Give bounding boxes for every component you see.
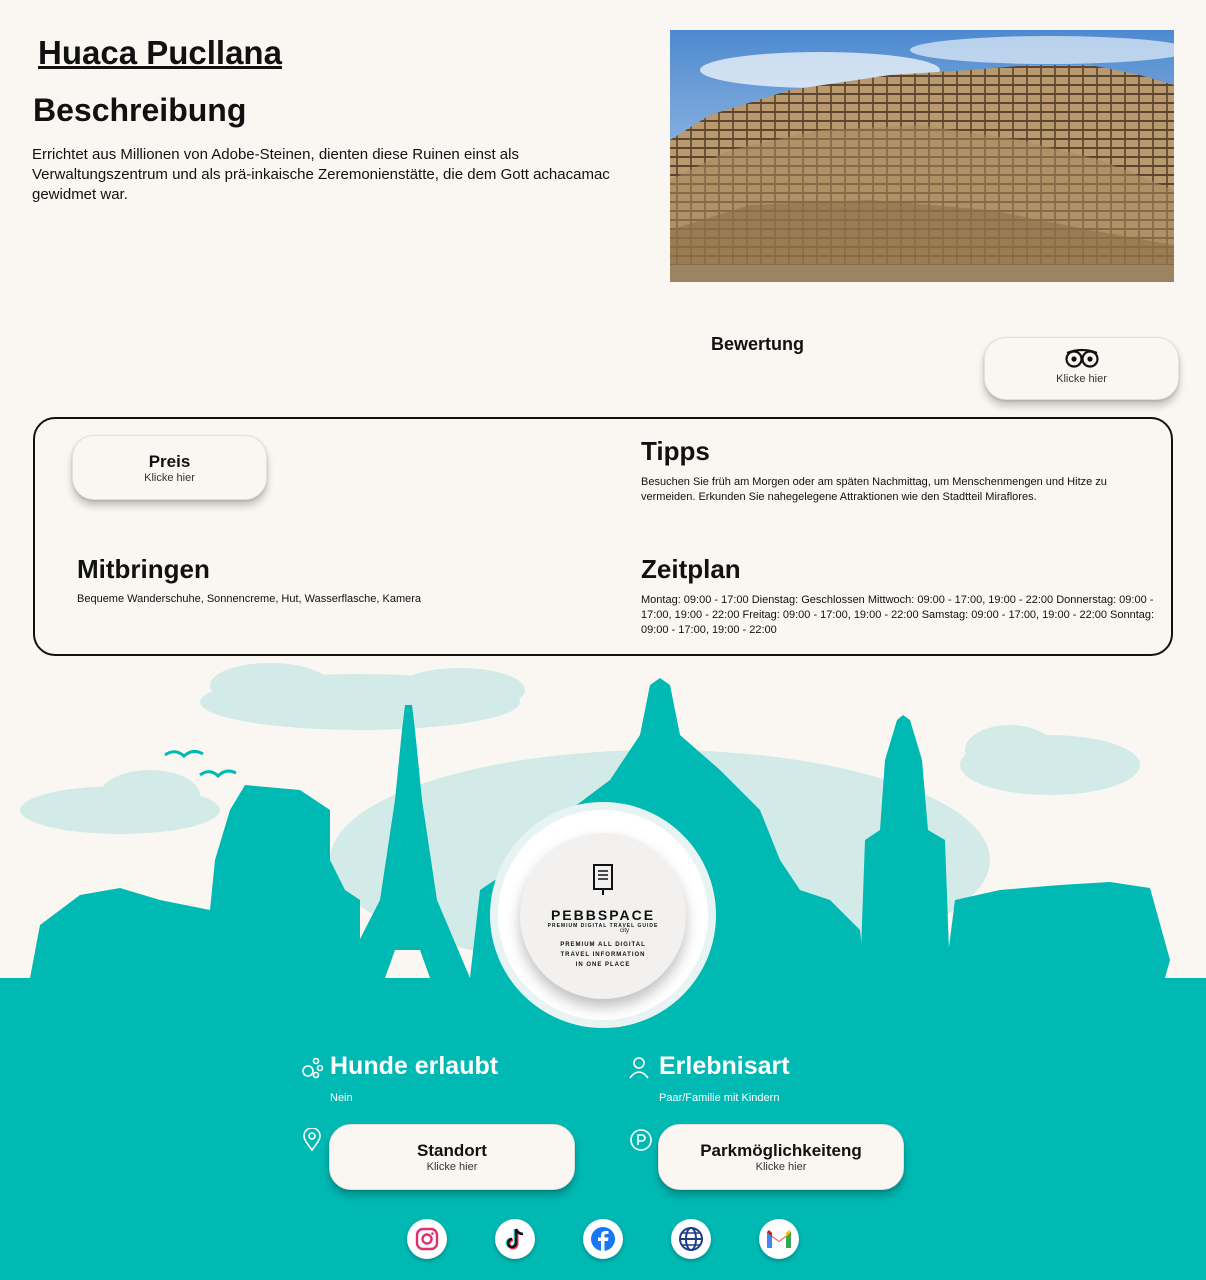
location-label: Klicke hier — [426, 1161, 478, 1173]
instagram-icon — [415, 1227, 439, 1251]
rating-label: Bewertung — [711, 334, 805, 354]
location-button[interactable] — [329, 1124, 575, 1190]
tripadvisor-icon — [1064, 348, 1100, 368]
parking-title: Parkmöglichkeiteng — [700, 1141, 862, 1160]
logo-line3: IN ONE PLACE — [575, 962, 631, 968]
tripadvisor-button-label: Klicke hier — [1056, 373, 1107, 385]
facebook-button[interactable] — [583, 1219, 623, 1259]
price-button[interactable] — [72, 435, 267, 500]
tripadvisor-button[interactable] — [984, 337, 1179, 400]
tips-heading: Tipps — [641, 436, 710, 466]
person-icon — [628, 1056, 650, 1080]
globe-icon — [678, 1226, 704, 1252]
schedule-text: Montag: 09:00 - 17:00 Dienstag: Geschlossen Mittwoch: 09:00 - 17:00, 19:00 - 22:00 Donnerstag: 09:00 - 17:00, 19:00 - 22:00 Freitag: 09:00 - 17:00, 19:00 - 22:00 Samstag: 09:00 - 17:00, 19:00 - 22:00 Sonntag: 09:00 - 17:00, 19:00 - 22:00 — [641, 594, 1155, 636]
facebook-icon — [590, 1226, 616, 1252]
dogs-heading: Hunde erlaubt — [330, 1052, 499, 1080]
map-pin-icon — [302, 1128, 322, 1152]
pebbspace-logo — [520, 833, 686, 999]
price-label: Klicke hier — [144, 472, 195, 484]
logo-line1: PREMIUM ALL DIGITAL — [560, 942, 646, 948]
schedule-heading: Zeitplan — [641, 554, 741, 584]
parking-button[interactable] — [658, 1124, 904, 1190]
instagram-button[interactable] — [407, 1219, 447, 1259]
location-title: Standort — [417, 1141, 487, 1160]
experience-heading: Erlebnisart — [659, 1052, 790, 1080]
description-text: Errichtet aus Millionen von Adobe-Steinen, dienten diese Ruinen einst als Verwaltungszentrum und als prä-inkaische Zeremonienstätte, die dem Gott achacamac gewidmet war. — [32, 146, 610, 203]
logo-name: PEBBSPACE — [550, 907, 656, 923]
logo-line2: TRAVEL INFORMATION — [560, 952, 646, 958]
gmail-button[interactable] — [759, 1219, 799, 1259]
logo-subtitle: PREMIUM DIGITAL TRAVEL GUIDE — [547, 923, 659, 929]
price-title: Preis — [148, 452, 191, 471]
tiktok-button[interactable] — [495, 1219, 535, 1259]
description-heading: Beschreibung — [33, 92, 247, 128]
guidebook-icon — [592, 863, 616, 897]
attraction-photo — [670, 30, 1174, 282]
experience-value: Paar/Familie mit Kindern — [659, 1092, 780, 1104]
tips-text: Besuchen Sie früh am Morgen oder am späten Nachmittag, um Menschenmengen und Hitze zu vermeiden. Erkunden Sie nahegelegene Attraktionen wie den Stadtteil Miraflores. — [641, 476, 1107, 503]
dogs-value: Nein — [330, 1092, 353, 1104]
parking-icon — [629, 1128, 653, 1152]
bring-text: Bequeme Wanderschuhe, Sonnencreme, Hut, Wasserflasche, Kamera — [77, 593, 422, 605]
gmail-icon — [765, 1228, 793, 1250]
paw-icon — [300, 1056, 324, 1080]
bring-heading: Mitbringen — [77, 554, 210, 584]
logo-city: city — [620, 928, 629, 934]
tiktok-icon — [504, 1227, 526, 1251]
website-button[interactable] — [671, 1219, 711, 1259]
page-title: Huaca Pucllana — [38, 34, 282, 71]
parking-label: Klicke hier — [755, 1161, 807, 1173]
